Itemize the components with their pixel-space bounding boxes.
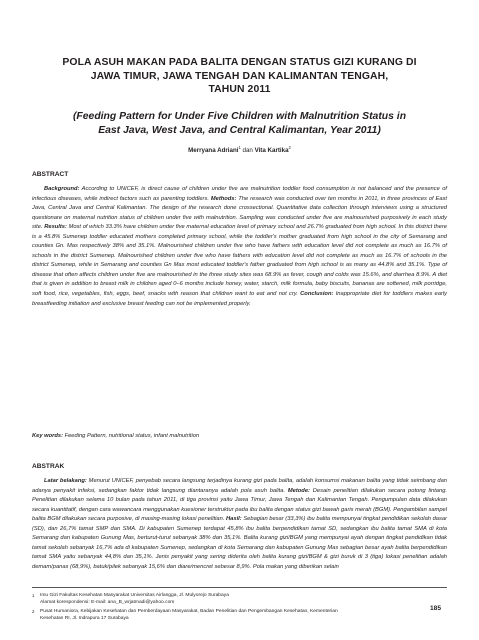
- title-line: East Java, West Java, and Central Kalimantan, Year 2011): [98, 124, 381, 136]
- footnote-text: Alamat korespondensi: E-mail: ana_B_wrjatmadi@yahoo.com: [40, 600, 175, 606]
- abstract-text: Menurut UNICEF, penyebab secara langsung terjadinya kurang gizi pada balita, adalah konsumsi makanan balita yang tidak seimbang dan adanya penyakit infeksi, sedangkan faktor tidak langsung diantaranya adalah pola asuh balita.: [32, 478, 448, 494]
- section-label: Metode:: [287, 487, 310, 494]
- keywords-label: Key words:: [32, 433, 63, 439]
- title-line: (Feeding Pattern for Under Five Children with Malnutrition Status in: [72, 111, 407, 122]
- abstract-text: Desain penelitian dilakukan secara potong lintang. Penelitian dilakukan selama 10 bulan pada tahun 2011, di tiga provinsi yaitu Jawa Timur, Jawa Tengah dan Kalimantan Tengah. Pengumpulan data dilakukan secara kuantitatif, dengan cara wawancara menggunakan kuesioner terstruktur pada ibu balita dengan status gizi bawah garis merah (BGM). Pengambilan sampel balita BGM dilakukan secara purposive, di masing-masing lokasi penelitian.: [32, 487, 447, 523]
- footnote-text: Imu Gizi Fakultas Kesehatan Masyarakat Universitas Airlangga, Jl. Mulyorejo Surabaya: [40, 593, 229, 598]
- author-affiliation-mark: 1: [238, 145, 241, 150]
- abstrak-heading: ABSTRAK: [32, 463, 65, 470]
- abstract-text: The research was conducted over ten months in 2011, in three provinces of East Java, Central Java and Central Kalimantan. The design of the research done crossectional. Quantitative data collection through interviews using a structured questionare on maternal nutrition status of children under five with malnutrition. Sampling was conducted under five are malnourished purposively in each study site.: [32, 195, 447, 231]
- section-label: Methods:: [210, 195, 237, 202]
- title-line: POLA ASUH MAKAN PADA BALITA DENGAN STATUS GIZI KURANG DI: [62, 57, 417, 68]
- abstract-text: According to UNICEF, is direct cause of children under five are malnutrition toddler food consumption is not balanced and the presence of infectious diseases, while indirect factors such as parenting toddlers.: [32, 186, 447, 202]
- title-line: JAWA TIMUR, JAWA TENGAH DAN KALIMANTAN TENGAH,: [90, 70, 389, 82]
- footnote-number: 2: [32, 609, 35, 614]
- title-line: TAHUN 2011: [208, 84, 271, 95]
- footnote: [32, 592, 447, 607]
- section-label: Hasil:: [226, 516, 242, 523]
- paper-title-indonesian: [30, 56, 449, 97]
- section-label: Latar belakang:: [44, 478, 87, 484]
- paper-title-english: [30, 110, 449, 137]
- abstract-heading: ABSTRACT: [32, 171, 69, 178]
- author-affiliation-mark: 2: [288, 145, 291, 150]
- keywords: [32, 433, 199, 439]
- author-name: Vita Kartika: [254, 147, 289, 155]
- footnote-text: Kesehatan RI, Jl. Indrapura 17 Surabaya: [40, 616, 129, 622]
- abstract-english: [32, 185, 447, 309]
- author-name: Merryana Adriani: [188, 147, 239, 155]
- abstract-indonesian: [32, 477, 447, 572]
- footnote-number: 1: [32, 593, 35, 598]
- abstract-text: Sebagian besar (33,3%) ibu balita mempunyai tingkat pendidikan sekolah dasar (SD), dan 26,7% tamat SMP dan SMA. Di kabupaten Sumenep terdapat 45,8% ibu balita berpendidikan tamat SD, sedangkan ibu balita tamat SMA di kota Semarang dan kabupaten Gunung Mas, berturut-turut sebanyak 38% dan 35,1%. Balita kurang gizi/BGM yang mempunyai ayah dengan tingkat pendidikan tidak tamat sekolah sebanyak 16,7% ada di kabupaten Sumenep, sedangkan di kota Semarang dan kabupaten Gunung Mas sebagian besar ayah balita berpendidikan tamat SMA yaitu sebanyak 44,8% dan 35,1%. Jenis penyakit yang sering diderita oleh balita kurang gizi/BGM & gizi buruk di 3 (tiga) lokasi penelitian adalah demam/panas (68,9%), batuk/pilek sebanyak 15,6% dan diare/mencret sebesar 8,9%. Pola makan yang diberikan selain: [32, 516, 447, 570]
- page-number: 185: [430, 605, 442, 612]
- section-label: Results:: [44, 224, 67, 231]
- section-label: Conclusion:: [300, 291, 334, 298]
- author-conjunction: dan: [240, 147, 255, 155]
- section-label: Background:: [44, 186, 80, 192]
- abstract-text: Inappropriate diet for toddlers makes early breastfeeding initiation and exclusive breast feeding can not be implemented properly.: [32, 291, 447, 307]
- author-line: [30, 145, 449, 154]
- footnote-text: Pusat Humaniora, Kebijakan Kesehatan dan Pemberdayaan Masyarakat, Badan Penelitian dan Pengembangan Kesehatan, Kementerian: [40, 609, 338, 614]
- footnote: [32, 608, 447, 623]
- footnote-divider: [32, 587, 447, 588]
- abstract-text: Most of which 33.3% have children under five maternal education level of primary school and 26.7% graduated from high school. In this district there is a 45.8% Sumenep toddler educated mothers completed primary school, while the toddler's mother graduated from high school in the city of Semarang and counties Gn. Mas respectively 38% and 35.1%. Malnourished children under five who have fathers with education level did not complete as much as 16.7% of schools in the district Sumenep. Malnourished children under five who have fathers with education level did not complete as much as 16.7% of schools in the district Sumenep, while in Semarang and counties Gn Mas most educated toddler's father graduated from high school is as many as 44.8% and 35.1%. Type of disease that often affects children under five are malnourished in the three study sites was 68.9% as fever, cough and colds was 15.6%, and diarrhea 8.9%. A diet that is given in addition to breast milk in children aged 0–6 months include honey, water, starch, milk formula, baby biscuits, bananas are softened, milk porridge, soft food, rice, vegetables, fish, eggs, beef, snacks with reason that children want to eat and not cry.: [32, 224, 447, 298]
- keywords-text: Feeding Pattern, nutritional status, infant malnutrition: [63, 433, 200, 439]
